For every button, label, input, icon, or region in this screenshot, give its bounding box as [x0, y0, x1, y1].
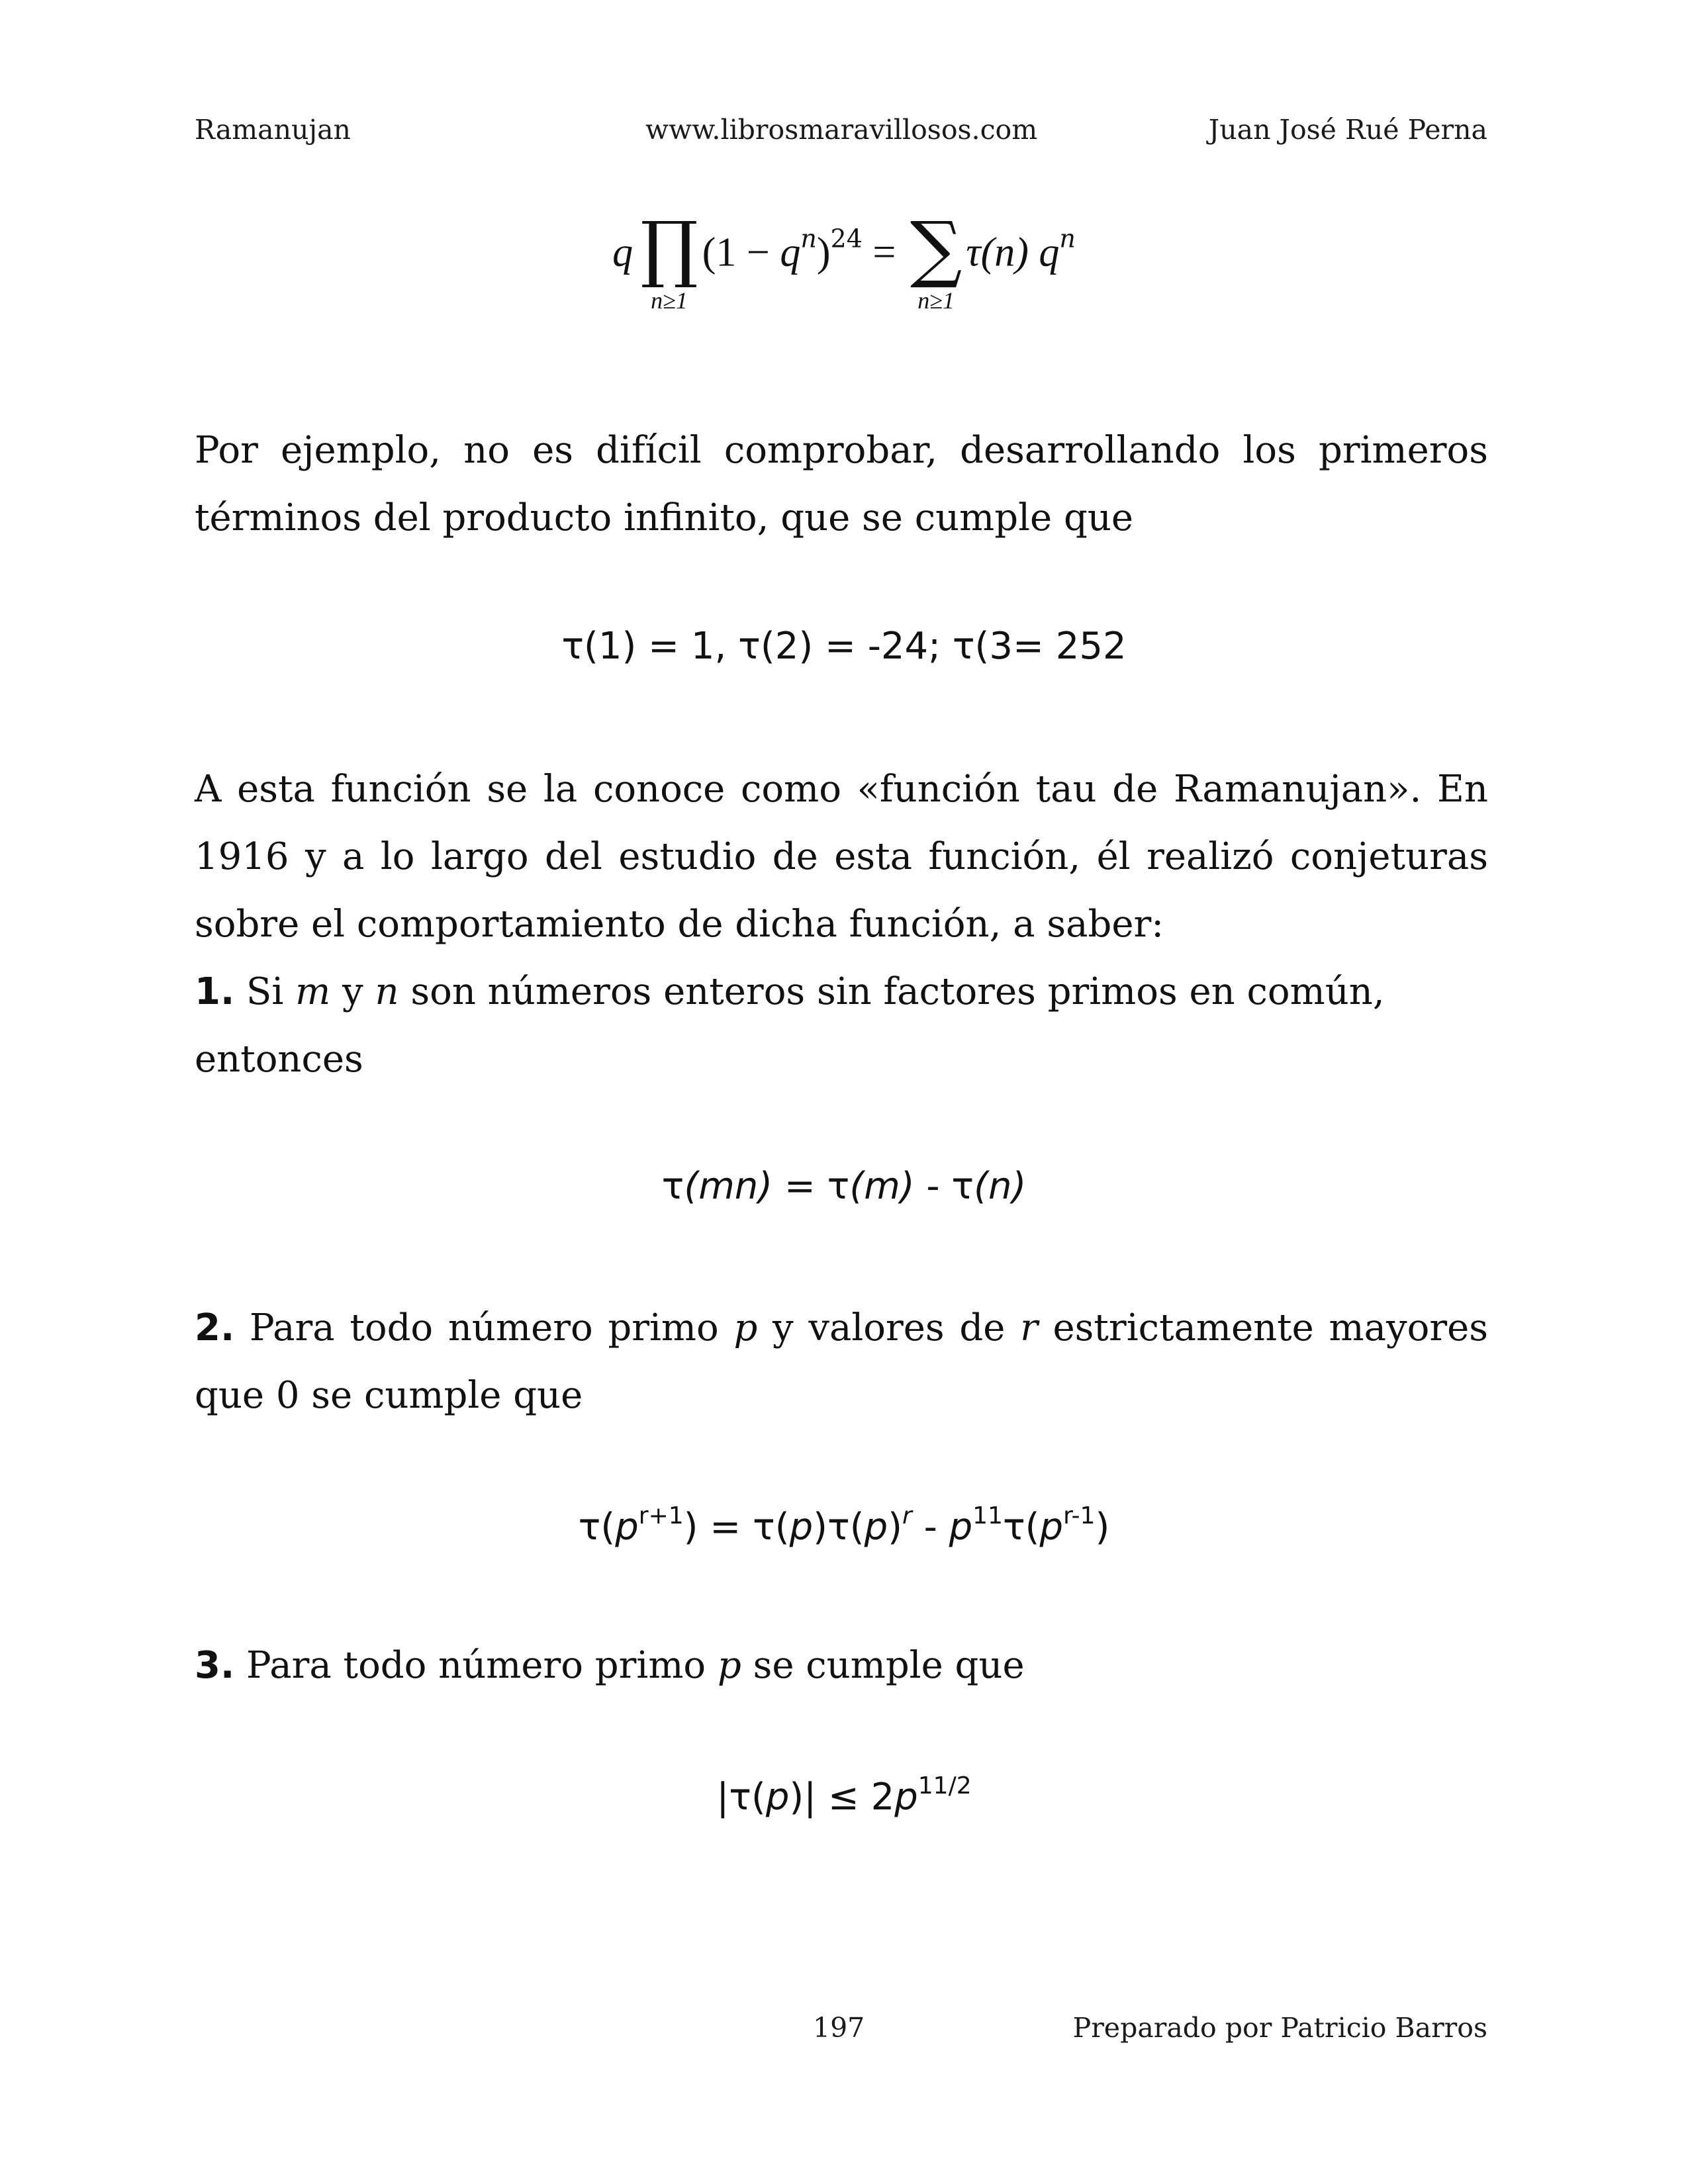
rec-a3: r+1: [638, 1502, 684, 1529]
rec-a10: -: [912, 1506, 949, 1549]
header-book-title: Ramanujan: [195, 114, 351, 146]
conjecture-1-text-c: son números enteros sin factores primos en común,: [399, 970, 1385, 1013]
rec-a6: )τ(: [813, 1506, 865, 1549]
rec-a9: r: [902, 1502, 912, 1529]
conjecture-1-number: 1.: [195, 970, 235, 1013]
conjecture-2: [195, 1295, 1488, 1430]
sum-operator: [910, 206, 962, 314]
conjecture-2-text-a: Para todo número primo: [234, 1306, 734, 1349]
mn-part-1: τ: [661, 1165, 684, 1208]
tau-term: τ(n): [966, 230, 1039, 275]
page-number: 197: [813, 2012, 865, 2044]
paragraph-example-text: Por ejemplo, no es difícil comprobar, desarrollando los primeros términos del producto infinito, que se cumple que: [195, 429, 1488, 539]
rec-a13: τ(: [1002, 1506, 1040, 1549]
sum-symbol: ∑: [910, 206, 962, 291]
conjecture-3-text-b: se cumple que: [741, 1644, 1025, 1687]
bound-b2: p: [765, 1776, 790, 1819]
variable-n: n: [375, 970, 399, 1013]
factor-exponent: n: [800, 224, 817, 253]
header-author: Juan José Rué Perna: [1208, 114, 1487, 146]
variable-p: p: [733, 1306, 758, 1349]
outer-exponent: 24: [830, 224, 863, 253]
mn-part-6: (n): [974, 1165, 1027, 1208]
variable-p-2: p: [717, 1644, 741, 1687]
tail-exponent: n: [1059, 224, 1076, 253]
formula-multiplicative: [0, 1165, 1688, 1208]
mn-part-4: (m): [849, 1165, 915, 1208]
conjecture-1-text-b: y: [330, 970, 375, 1013]
variable-m: m: [295, 970, 331, 1013]
conjecture-3: [195, 1632, 1488, 1700]
mn-part-2: (mn): [684, 1165, 773, 1208]
formula-recurrence: [0, 1502, 1688, 1549]
factor-q: q: [780, 230, 801, 275]
paragraph-conjectures-text: A esta función se la conoce como «función tau de Ramanujan». En 1916 y a lo largo del estudio de esta función, él realizó conjeturas sobre el comportamiento de dicha función, a saber:: [195, 768, 1488, 946]
header-website: www.librosmaravillosos.com: [645, 114, 1038, 146]
conjecture-3-number: 3.: [195, 1644, 235, 1687]
mn-part-3: = τ: [773, 1165, 850, 1208]
formula-bound: [0, 1772, 1688, 1819]
bound-b5: 11/2: [917, 1772, 972, 1799]
factor-close: ): [816, 230, 831, 275]
product-operator: [640, 206, 698, 314]
rec-a1: τ(: [578, 1506, 616, 1549]
mn-part-5: - τ: [914, 1165, 974, 1208]
formula-q: q: [612, 230, 633, 275]
bound-b4: p: [894, 1776, 918, 1819]
conjecture-1-text-a: Si: [234, 970, 296, 1013]
rec-a15: r-1: [1063, 1502, 1096, 1529]
tail-q: q: [1039, 230, 1060, 275]
rec-a8: ): [888, 1506, 902, 1549]
bound-b3: )| ≤ 2: [789, 1776, 895, 1819]
conjecture-1-text-d: entonces: [195, 1038, 363, 1081]
conjecture-2-text-c: estrictamente mayores que 0 se cumple que: [195, 1306, 1489, 1417]
rec-a11: p: [949, 1506, 973, 1549]
rec-a2: p: [615, 1506, 639, 1549]
product-limit: n≥1: [651, 287, 688, 314]
paragraph-conjecture-3: [195, 1632, 1488, 1700]
paragraph-conjectures: [195, 756, 1488, 1093]
rec-a4: ) = τ(: [683, 1506, 790, 1549]
paragraph-conjecture-2: [195, 1295, 1488, 1430]
equals-sign: =: [862, 230, 906, 275]
rec-a5: p: [789, 1506, 814, 1549]
bound-b1: |τ(: [716, 1776, 766, 1819]
product-symbol: ∏: [640, 206, 698, 291]
rec-a14: p: [1039, 1506, 1064, 1549]
conjecture-1: [195, 958, 1488, 1093]
formula-product-sum: [0, 206, 1688, 331]
conjecture-2-text-b: y valores de: [757, 1306, 1021, 1349]
rec-a7: p: [864, 1506, 888, 1549]
factor-open: (1 −: [702, 230, 780, 275]
conjecture-2-number: 2.: [195, 1306, 235, 1349]
conjecture-3-text-a: Para todo número primo: [234, 1644, 718, 1687]
rec-a16: ): [1095, 1506, 1110, 1549]
sum-limit: n≥1: [917, 287, 955, 314]
paragraph-example: [195, 417, 1488, 552]
rec-a12: 11: [972, 1502, 1003, 1529]
footer-credit: Preparado por Patricio Barros: [1072, 2012, 1487, 2044]
formula-tau-values: τ(1) = 1, τ(2) = -24; τ(3= 252: [561, 625, 1127, 668]
variable-r: r: [1020, 1306, 1038, 1349]
